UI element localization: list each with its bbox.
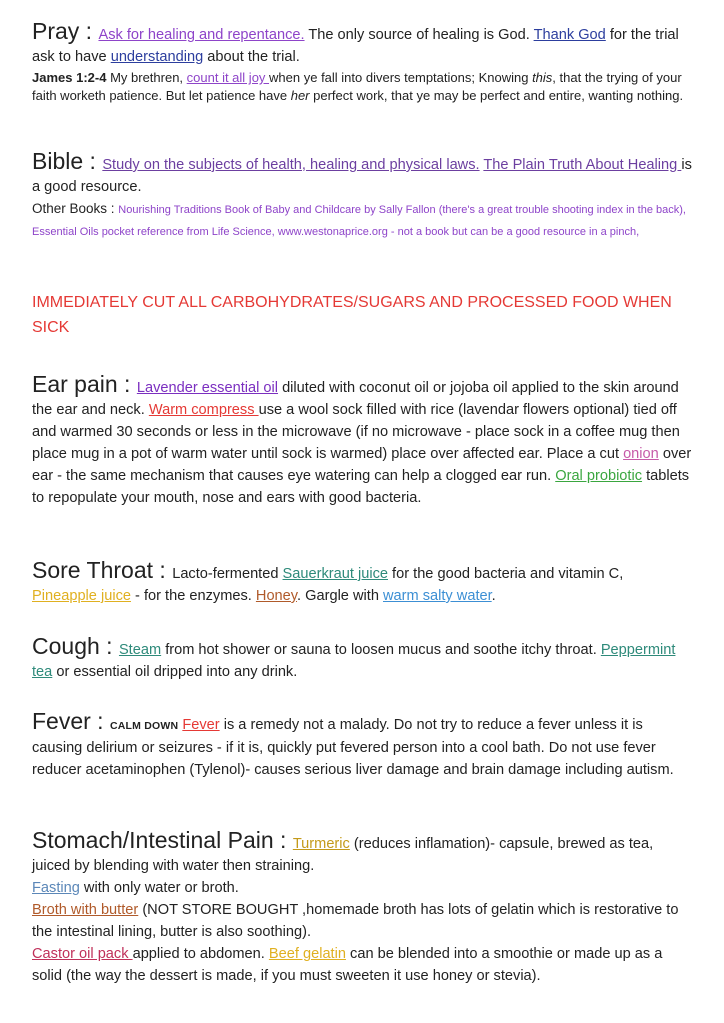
pray-link-understanding[interactable]: understanding bbox=[110, 49, 204, 65]
pray-verse bbox=[32, 69, 692, 105]
ear-link-compress[interactable]: Warm compress bbox=[148, 402, 259, 418]
verse-text: , that the trying of your faith worketh patience. But let patience have bbox=[32, 70, 682, 103]
ear-link-lavender[interactable]: Lavender essential oil bbox=[136, 380, 279, 396]
verse-reference: James 1:2-4 bbox=[32, 70, 107, 85]
cough-text: from hot shower or sauna to loosen mucus and soothe itchy throat. bbox=[161, 642, 601, 658]
throat-text: - for the enzymes. bbox=[131, 588, 256, 604]
bible-section bbox=[32, 150, 692, 242]
stomach-section bbox=[32, 829, 692, 987]
bible-link-plain-truth[interactable]: The Plain Truth About Healing bbox=[483, 157, 682, 173]
stomach-link-fasting[interactable]: Fasting bbox=[32, 880, 80, 896]
pray-section bbox=[32, 20, 692, 105]
verse-link-joy[interactable]: count it all joy bbox=[186, 70, 270, 85]
stomach-line-fasting bbox=[32, 877, 692, 899]
ear-text: diluted with coconut oil or jojoba oil applied to the skin around the ear and neck. bbox=[32, 380, 679, 418]
other-books-text: Nourishing Traditions Book of Baby and Childcare by Sally Fallon (there's a great trouble shooting index in the back), Essential Oils pocket reference from Life Science, www.westonaprice.org - not a book but can be a good resource in a pinch, bbox=[32, 204, 686, 238]
throat-text: for the good bacteria and vitamin C, bbox=[388, 566, 624, 582]
ear-heading: Ear pain : bbox=[32, 371, 137, 397]
stomach-text: (NOT STORE BOUGHT ,homemade broth has lots of gelatin which is restorative to the intestinal lining, butter is also soothing). bbox=[32, 902, 679, 940]
ear-link-probiotic[interactable]: Oral probiotic bbox=[555, 468, 643, 484]
stomach-text: applied to abdomen. bbox=[132, 946, 269, 962]
verse-emphasis: her bbox=[290, 88, 310, 103]
stomach-line-castor bbox=[32, 943, 692, 987]
throat-link-pineapple[interactable]: Pineapple juice bbox=[32, 588, 131, 604]
fever-link[interactable]: Fever bbox=[182, 717, 220, 733]
stomach-text: (reduces inflamation)- capsule, brewed as tea, juiced by blending with water then straining. bbox=[32, 836, 654, 874]
verse-text: perfect work, that ye may be perfect and entire, wanting nothing. bbox=[309, 88, 684, 103]
other-books-label: Other Books : bbox=[32, 201, 119, 216]
cough-text: or essential oil dripped into any drink. bbox=[52, 664, 298, 680]
stomach-link-turmeric[interactable]: Turmeric bbox=[292, 836, 350, 852]
cough-section bbox=[32, 635, 692, 683]
verse-emphasis: this bbox=[532, 70, 553, 85]
pray-text: for the trial ask to have bbox=[32, 27, 679, 65]
bible-link-study[interactable]: Study on the subjects of health, healing and physical laws. bbox=[102, 157, 480, 173]
ear-link-onion[interactable]: onion bbox=[623, 446, 659, 462]
fever-calm-down: CALM DOWN bbox=[109, 720, 179, 732]
throat-link-salty-water[interactable]: warm salty water bbox=[383, 588, 492, 604]
ear-text: use a wool sock filled with rice (lavendar flowers optional) tied off and warmed 30 seconds or less in the microwave (if no microwave - place sock in a coffee mug then place mug in a pot of warm water until sock is warmed) place over affected ear. Place a cut bbox=[32, 402, 680, 462]
stomach-line-broth bbox=[32, 899, 692, 943]
stomach-link-broth[interactable]: Broth with butter bbox=[32, 902, 139, 918]
stomach-link-castor[interactable]: Castor oil pack bbox=[32, 946, 133, 962]
alert-banner: IMMEDIATELY CUT ALL CARBOHYDRATES/SUGARS AND PROCESSED FOOD WHEN SICK bbox=[32, 294, 672, 336]
fever-text: is a remedy not a malady. Do not try to reduce a fever unless it is causing delirium or seizures - if it is, quickly put fevered person into a cool bath. Do not use fever reducer acetaminophen (Tylenol)- causes serious liver damage and brain damage including autism. bbox=[32, 717, 674, 778]
verse-text: when ye fall into divers temptations; Knowing bbox=[269, 70, 533, 85]
bible-text: is a good resource. bbox=[32, 157, 692, 195]
cough-link-steam[interactable]: Steam bbox=[118, 642, 162, 658]
pray-text: about the trial. bbox=[203, 49, 300, 65]
pray-link-repentance[interactable]: Ask for healing and repentance. bbox=[98, 27, 305, 43]
stomach-link-gelatin[interactable]: Beef gelatin bbox=[268, 946, 346, 962]
pray-heading: Pray : bbox=[32, 18, 99, 44]
throat-text: Lacto-fermented bbox=[172, 566, 283, 582]
cough-link-peppermint[interactable]: Peppermint tea bbox=[32, 642, 676, 680]
pray-text: The only source of healing is God. bbox=[304, 27, 534, 43]
stomach-heading: Stomach/Intestinal Pain : bbox=[32, 827, 293, 853]
fever-heading: Fever : bbox=[32, 708, 110, 734]
stomach-text: can be blended into a smoothie or made up as a solid (the way the dessert is made, if you must sweeten it use honey or stevia). bbox=[32, 946, 663, 984]
throat-heading: Sore Throat : bbox=[32, 557, 173, 583]
throat-text: . Gargle with bbox=[297, 588, 383, 604]
ear-text: tablets to repopulate your mouth, nose and ears with good bacteria. bbox=[32, 468, 690, 506]
throat-text: . bbox=[491, 588, 496, 604]
throat-section bbox=[32, 559, 692, 607]
fever-section bbox=[32, 710, 692, 781]
cough-heading: Cough : bbox=[32, 633, 119, 659]
verse-text: My brethren, bbox=[106, 70, 187, 85]
throat-link-sauerkraut[interactable]: Sauerkraut juice bbox=[282, 566, 388, 582]
pray-link-thank-god[interactable]: Thank God bbox=[533, 27, 606, 43]
stomach-text: with only water or broth. bbox=[79, 880, 239, 896]
other-books bbox=[32, 198, 692, 242]
ear-text: over ear - the same mechanism that causes eye watering can help a clogged ear run. bbox=[32, 446, 692, 484]
ear-section bbox=[32, 373, 692, 509]
throat-link-honey[interactable]: Honey bbox=[255, 588, 298, 604]
bible-heading: Bible : bbox=[32, 148, 103, 174]
